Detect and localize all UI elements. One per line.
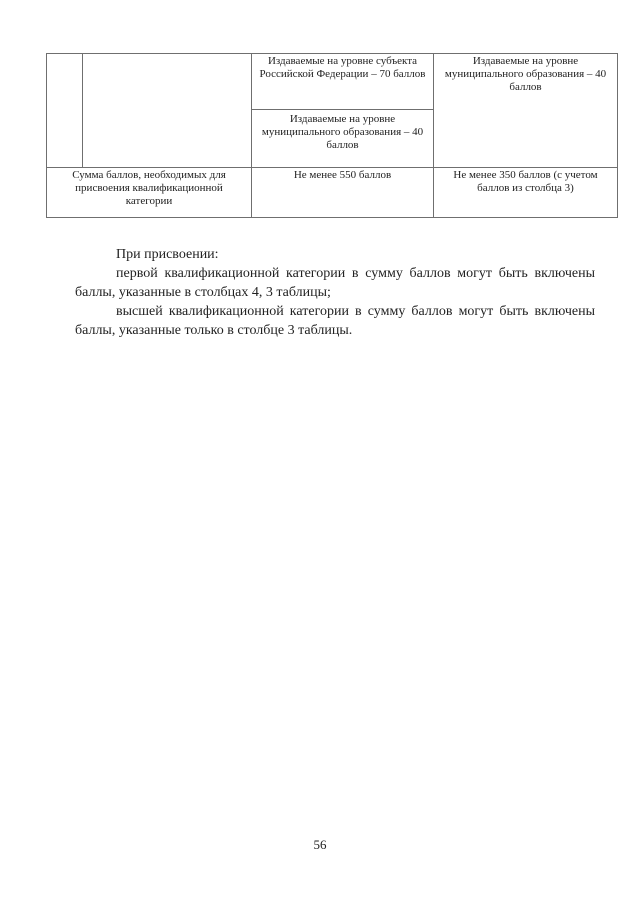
table-cell-sum-label: Сумма баллов, необходимых для присвоения квалификационной категории — [47, 168, 252, 218]
table-cell-municipal-level-col3: Издаваемые на уровне муниципального образования – 40 баллов — [434, 54, 618, 168]
first-category-paragraph: первой квалификационной категории в сумму баллов могут быть включены баллы, указанные в столбцах 4, 3 таблицы; — [75, 266, 595, 300]
page-number: 56 — [313, 837, 327, 852]
highest-category-paragraph: высшей квалификационной категории в сумму баллов могут быть включены баллы, указанные только в столбце 3 таблицы. — [75, 304, 595, 338]
table-cell-subject-level: Издаваемые на уровне субъекта Российской Федерации – 70 баллов — [252, 54, 434, 110]
table-cell-criterion — [83, 54, 252, 168]
table-row-sum — [47, 168, 618, 218]
table-cell-number — [47, 54, 83, 168]
intro-paragraph: При присвоении: — [116, 247, 219, 262]
table-cell-municipal-level-col4: Издаваемые на уровне муниципального образования – 40 баллов — [252, 110, 434, 168]
table-row — [47, 54, 618, 110]
table-cell-sum-col3: Не менее 350 баллов (с учетом баллов из столбца 3) — [434, 168, 618, 218]
table-cell-sum-col4: Не менее 550 баллов — [252, 168, 434, 218]
criteria-table — [46, 53, 618, 218]
